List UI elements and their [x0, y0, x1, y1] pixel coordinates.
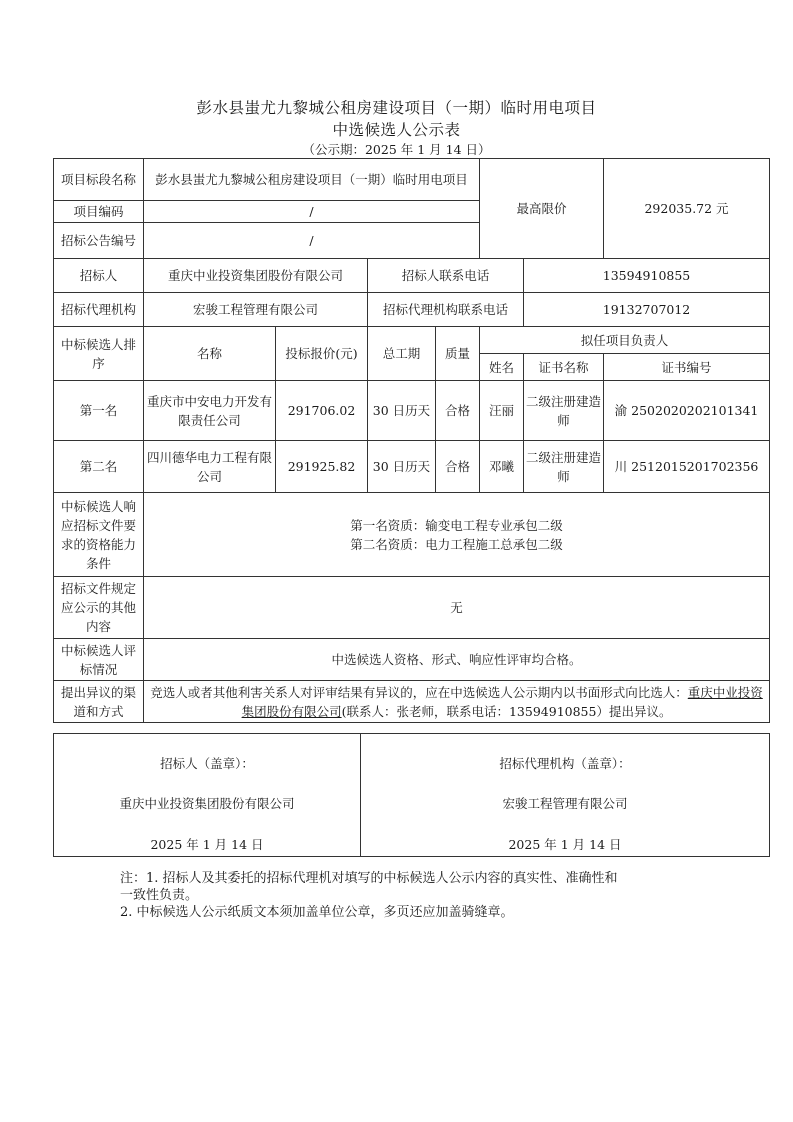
agency-value: 宏骏工程管理有限公司: [144, 293, 368, 327]
candidate-cert-name: 二级注册建造师: [524, 441, 604, 493]
duration-header: 总工期: [368, 327, 436, 381]
tenderer-seal-org: 重庆中业投资集团股份有限公司: [119, 796, 295, 811]
other-content-value: 无: [144, 577, 770, 639]
tenderer-phone-label: 招标人联系电话: [368, 259, 524, 293]
qualification-value: [144, 493, 770, 577]
candidate-name: 重庆市中安电力开发有限责任公司: [144, 381, 276, 441]
qualification-line-1: 第一名资质：输变电工程专业承包二级: [350, 517, 563, 533]
agency-seal-label: 招标代理机构（盖章）：: [499, 756, 631, 771]
candidate-cert-no: 渝 2502020202101341: [604, 381, 770, 441]
publish-period: （公示期：2025 年 1 月 14 日）: [302, 142, 491, 157]
document-title-line2: 中选候选人公示表: [332, 121, 461, 139]
project-code-label: 项目编码: [54, 201, 144, 223]
qualification-line-2: 第二名资质：电力工程施工总承包二级: [350, 536, 563, 552]
candidate-quality: 合格: [436, 381, 480, 441]
tenderer-value: 重庆中业投资集团股份有限公司: [144, 259, 368, 293]
notice-no-value: /: [144, 223, 480, 259]
rank-header: 中标候选人排序: [54, 327, 144, 381]
objection-value: [144, 681, 770, 723]
price-header: 投标报价(元): [276, 327, 368, 381]
max-price-value: 292035.72 元: [604, 159, 770, 259]
objection-text-before: 竞选人或者其他利害关系人对评审结果有异议的，应在中选候选人公示期内以书面形式向比选人：: [150, 684, 688, 700]
candidate-quality: 合格: [436, 441, 480, 493]
candidate-duration: 30 日历天: [368, 441, 436, 493]
tenderer-seal-cell: [54, 734, 361, 857]
table-row: [54, 381, 770, 441]
objection-text-after: (联系人：张老师，联系电话：13594910855）提出异议。: [341, 703, 672, 719]
candidate-price: 291925.82: [276, 441, 368, 493]
review-label: 中标候选人评标情况: [54, 639, 144, 681]
quality-header: 质量: [436, 327, 480, 381]
qualification-label: 中标候选人响应招标文件要求的资格能力条件: [54, 493, 144, 577]
cert-no-header: 证书编号: [604, 354, 770, 381]
cert-name-header: 证书名称: [524, 354, 604, 381]
project-name-value: 彭水县蚩尤九黎城公租房建设项目（一期）临时用电项目: [144, 159, 480, 201]
signature-table: [53, 733, 770, 857]
candidate-cert-name: 二级注册建造师: [524, 381, 604, 441]
max-price-label: 最高限价: [480, 159, 604, 259]
agency-seal-org: 宏骏工程管理有限公司: [502, 796, 628, 811]
candidate-publicity-table: [53, 158, 770, 723]
candidate-cert-no: 川 2512015201702356: [604, 441, 770, 493]
other-content-label: 招标文件规定应公示的其他内容: [54, 577, 144, 639]
objection-company: 重庆中业投资集团股份有限公司: [241, 684, 763, 719]
agency-seal-date: 2025 年 1 月 14 日: [508, 837, 622, 852]
notes: [120, 870, 720, 921]
agency-phone-value: 19132707012: [524, 293, 770, 327]
objection-label: 提出异议的渠道和方式: [54, 681, 144, 723]
candidate-name: 四川德华电力工程有限公司: [144, 441, 276, 493]
name-header: 名称: [144, 327, 276, 381]
review-value: 中选候选人资格、形式、响应性评审均合格。: [144, 639, 770, 681]
notice-no-label: 招标公告编号: [54, 223, 144, 259]
agency-phone-label: 招标代理机构联系电话: [368, 293, 524, 327]
candidate-duration: 30 日历天: [368, 381, 436, 441]
candidate-manager: 邓曦: [480, 441, 524, 493]
table-row: [54, 441, 770, 493]
manager-group-header: 拟任项目负责人: [480, 327, 770, 354]
project-name-label: 项目标段名称: [54, 159, 144, 201]
note-line-1: 注：1. 招标人及其委托的招标代理机对填写的中标候选人公示内容的真实性、准确性和: [120, 871, 618, 886]
candidate-manager: 汪丽: [480, 381, 524, 441]
note-line-2: 一致性负责。: [120, 888, 199, 903]
document-title-line1: 彭水县蚩尤九黎城公租房建设项目（一期）临时用电项目: [196, 99, 597, 117]
tenderer-label: 招标人: [54, 259, 144, 293]
agency-seal-cell: [361, 734, 770, 857]
project-code-value: /: [144, 201, 480, 223]
manager-name-header: 姓名: [480, 354, 524, 381]
note-line-3: 2. 中标候选人公示纸质文本须加盖单位公章，多页还应加盖骑缝章。: [120, 905, 514, 920]
tenderer-seal-label: 招标人（盖章）：: [160, 756, 254, 771]
candidate-rank: 第二名: [54, 441, 144, 493]
agency-label: 招标代理机构: [54, 293, 144, 327]
tenderer-phone-value: 13594910855: [524, 259, 770, 293]
candidate-rank: 第一名: [54, 381, 144, 441]
candidate-price: 291706.02: [276, 381, 368, 441]
tenderer-seal-date: 2025 年 1 月 14 日: [150, 837, 264, 852]
